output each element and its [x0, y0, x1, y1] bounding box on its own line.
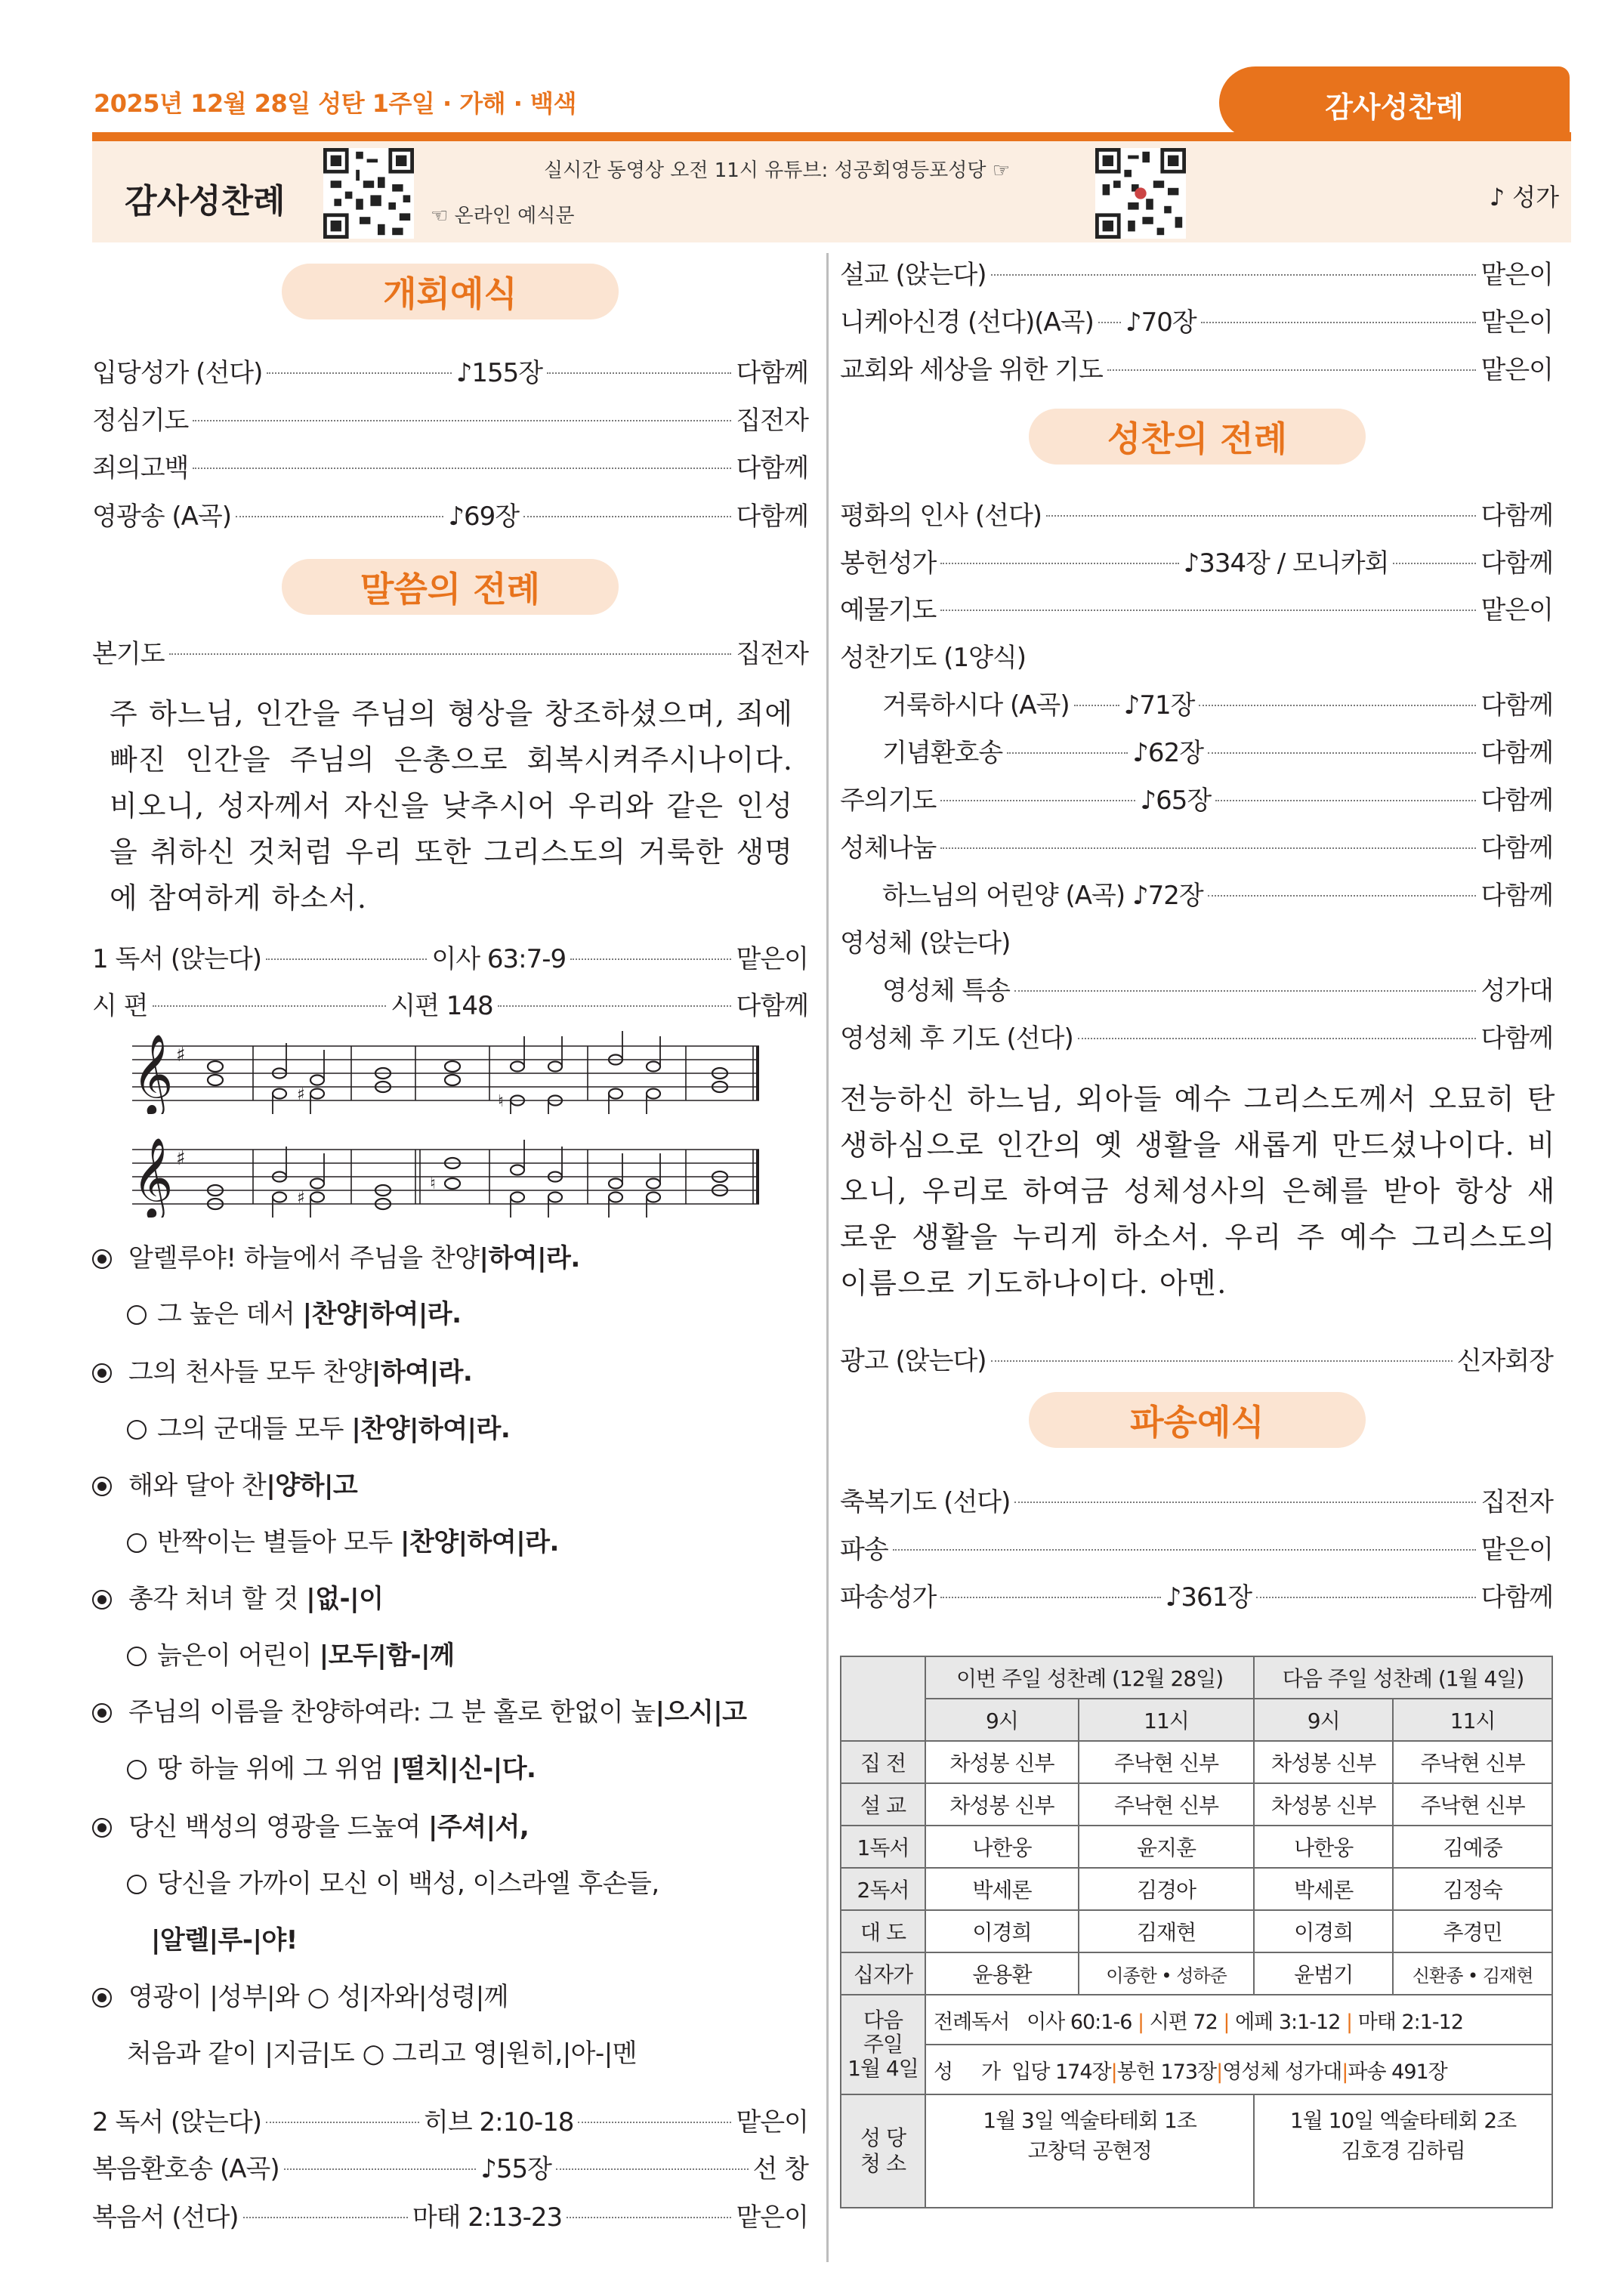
- section-liturgy-of-eucharist: 성찬의 전례: [1029, 409, 1366, 465]
- table-cell: 주낙현 신부: [1393, 1741, 1552, 1783]
- sanctus-row: 거룩하시다 (A곡) ♪71장 다함께: [882, 690, 1553, 721]
- collect-row: 본기도 집전자: [92, 639, 808, 669]
- svg-text:𝄞: 𝄞: [132, 1137, 174, 1218]
- response-circle-icon: [127, 1760, 147, 1779]
- gloria-row: 영광송 (A곡) ♪69장 다함께: [92, 502, 808, 532]
- table-cell: 나한웅: [925, 1826, 1079, 1868]
- table-row: [841, 1910, 1552, 1952]
- psalm-verse-9: 주님의 이름을 찬양하여라: 그 분 홀로 한없이 높|으시|고: [92, 1696, 747, 1729]
- psalm-verse-5: 해와 달아 찬|양하|고: [92, 1469, 357, 1502]
- table-row: [841, 1826, 1552, 1868]
- communion-anthem-row: 영성체 특송 성가대: [882, 976, 1553, 1006]
- confession-row: 죄의고백 다함께: [92, 453, 808, 483]
- psalm-chant-staff-1: [132, 1031, 759, 1114]
- psalm-verse-4: 그의 군대들 모두 |찬양|하여|라.: [127, 1412, 510, 1446]
- table-row: [841, 1868, 1552, 1910]
- role-cell: 십자가: [841, 1952, 925, 1995]
- psalm-verse-3: 그의 천사들 모두 찬양|하여|라.: [92, 1356, 472, 1389]
- table-cell: 주낙현 신부: [1393, 1783, 1552, 1826]
- table-cell: 윤지훈: [1079, 1826, 1254, 1868]
- online-liturgy-text: ☜ 온라인 예식문: [431, 205, 575, 227]
- svg-text:♯: ♯: [297, 1189, 305, 1208]
- psalm-verse-6: 반짝이는 별들아 모두 |찬양|하여|라.: [127, 1526, 559, 1559]
- time-cell: 9시: [925, 1699, 1079, 1741]
- church-cleaning-row: [841, 2094, 1552, 2208]
- first-reading-row: 1 독서 (앉는다) 이사 63:7-9 맡은이: [92, 944, 809, 974]
- table-row: [841, 1741, 1552, 1783]
- table-header-row: [841, 1656, 1552, 1699]
- memorial-acclamation-row: 기념환호송 ♪62장 다함께: [882, 738, 1553, 768]
- psalm-verse-10: 땅 하늘 위에 그 위엄 |떨치|신-|다.: [127, 1752, 536, 1786]
- response-circle-icon: [127, 1875, 147, 1894]
- next-sunday-hymns-row: [841, 2045, 1552, 2094]
- offering-prayer-row: 예물기도 맡은이: [840, 595, 1553, 625]
- table-cell: 박세론: [1254, 1868, 1393, 1910]
- section-opening-rites: 개회예식: [282, 264, 619, 319]
- next-week-header: 다음 주일 성찬례 (1월 4일): [1254, 1656, 1552, 1699]
- response-circle-icon: [127, 1305, 147, 1325]
- time-cell: 11시: [1079, 1699, 1254, 1741]
- table-cell: 윤범기: [1254, 1952, 1393, 1995]
- svg-text:♯: ♯: [176, 1147, 186, 1170]
- table-cell: 이종한 • 성하준: [1079, 1952, 1254, 1995]
- qr-code-liturgy-icon[interactable]: [323, 148, 414, 239]
- table-cell: 이경희: [925, 1910, 1079, 1952]
- section-liturgy-of-word: 말씀의 전례: [282, 559, 619, 615]
- table-cell: 주낙현 신부: [1079, 1741, 1254, 1783]
- leader-bullet-icon: [92, 1818, 112, 1838]
- table-cell: 나한웅: [1254, 1826, 1393, 1868]
- table-row: [841, 1783, 1552, 1826]
- psalm-row: 시 편 시편 148 다함께: [92, 991, 809, 1021]
- svg-text:♮: ♮: [430, 1174, 436, 1193]
- sermon-row: 설교 (앉는다) 맡은이: [840, 260, 1553, 290]
- psalm-verse-1: 알렐루야! 하늘에서 주님을 찬양|하여|라.: [92, 1242, 580, 1275]
- collect-prayer-text: 주 하느님, 인간을 주님의 형상을 창조하셨으며, 죄에 빠진 인간을 주님의 은총으로 회복시켜주시나이다. 비오니, 성자께서 자신을 낮추시어 우리와 같은 인성을 취하신 것처럼 우리 또한 그리스도의 거룩한 생명에 참여하게 하소서.: [110, 697, 793, 915]
- leader-bullet-icon: [92, 1363, 112, 1383]
- response-circle-icon: [127, 1533, 147, 1553]
- table-cell: 차성봉 신부: [1254, 1741, 1393, 1783]
- cleaning-this-week: 1월 3일 엑술타테회 1조 고창덕 공현정: [925, 2094, 1254, 2208]
- gospel-acclamation-row: 복음환호송 (A곡) ♪55장 선 창: [92, 2154, 809, 2184]
- table-cell: 김경아: [1079, 1868, 1254, 1910]
- next-hymns-cell: 성 가 입당 174장|봉헌 173장|영성체 성가대|파송 491장: [925, 2045, 1552, 2094]
- service-tab: 감사성찬례: [1219, 66, 1570, 139]
- gloria-patri-line-2: 처음과 같이 |지금|도 ○ 그리고 영|원히,|아-|멘: [127, 2039, 638, 2069]
- gospel-row: 복음서 (선다) 마태 2:13-23 맡은이: [92, 2202, 808, 2233]
- leader-bullet-icon: [92, 1703, 112, 1723]
- psalm-verse-2: 그 높은 데서 |찬양|하여|라.: [127, 1298, 462, 1331]
- response-circle-icon: [127, 1420, 147, 1440]
- svg-text:♯: ♯: [297, 1085, 305, 1104]
- lords-prayer-row: 주의기도 ♪65장 다함께: [840, 786, 1553, 816]
- post-communion-row: 영성체 후 기도 (선다) 다함께: [840, 1023, 1553, 1054]
- leader-bullet-icon: [92, 1988, 112, 2008]
- svg-text:♮: ♮: [498, 1092, 504, 1111]
- second-reading-row: 2 독서 (앉는다) 히브 2:10-18 맡은이: [92, 2107, 808, 2137]
- prayer-of-heart-row: 정심기도 집전자: [92, 406, 808, 436]
- creed-row: 니케아신경 (선다)(A곡) ♪70장 맡은이: [840, 307, 1553, 338]
- leader-bullet-icon: [92, 1590, 112, 1610]
- psalm-verse-7: 총각 처녀 할 것 |없-|이: [92, 1582, 383, 1616]
- dismissal-row: 파송 맡은이: [840, 1535, 1553, 1565]
- role-cell: 대 도: [841, 1910, 925, 1952]
- table-cell: 차성봉 신부: [925, 1741, 1079, 1783]
- next-readings-cell: 전례독서 이사 60:1-6 | 시편 72 | 에페 3:1-12 | 마태 2:1-12: [925, 1995, 1552, 2045]
- column-divider: [826, 253, 829, 2262]
- hymn-link[interactable]: ♪ 성가: [1489, 183, 1559, 211]
- leader-bullet-icon: [92, 1477, 112, 1496]
- next-sunday-label: 다음 주일 1월 4일: [841, 1995, 925, 2094]
- gloria-patri-line-1: 영광이 |성부|와 ○ 성|자와|성령|께: [92, 1980, 508, 2014]
- psalm-verse-12: 당신을 가까이 모신 이 백성, 이스라엘 후손들,: [127, 1867, 659, 1900]
- role-cell: 집 전: [841, 1741, 925, 1783]
- table-cell: 김예중: [1393, 1826, 1552, 1868]
- psalm-verse-8: 늙은이 어린이 |모두|함-|께: [127, 1639, 454, 1672]
- table-row: [841, 1952, 1552, 1995]
- communion-row: 영성체 (앉는다): [840, 928, 1011, 958]
- response-circle-icon: [127, 1647, 147, 1666]
- intercession-row: 교회와 세상을 위한 기도 맡은이: [840, 355, 1553, 385]
- psalm-chant-staff-2: [132, 1134, 759, 1218]
- table-cell: 추경민: [1393, 1910, 1552, 1952]
- live-stream-text: 실시간 동영상 오전 11시 유튜브: 성공회영등포성당 ☞: [544, 159, 1011, 182]
- table-cell: 차성봉 신부: [925, 1783, 1079, 1826]
- peace-row: 평화의 인사 (선다) 다함께: [840, 501, 1553, 531]
- psalm-verse-13: |알렐|루-|야!: [151, 1925, 298, 1955]
- table-cell: 신환종 • 김재현: [1393, 1952, 1552, 1995]
- agnus-dei-row: 하느님의 어린양 (A곡) ♪72장 다함께: [882, 881, 1553, 911]
- time-cell: 11시: [1393, 1699, 1552, 1741]
- role-cell: 설 교: [841, 1783, 925, 1826]
- next-sunday-readings-row: [841, 1995, 1552, 2045]
- entrance-hymn-row: 입당성가 (선다) ♪155장 다함께: [92, 358, 808, 388]
- ministry-schedule-table: [840, 1656, 1553, 2208]
- svg-text:♯: ♯: [176, 1044, 186, 1066]
- cleaning-next-week: 1월 10일 엑술타테회 2조 김호경 김하림: [1254, 2094, 1552, 2208]
- header-rule: [92, 132, 1571, 141]
- table-time-row: [841, 1699, 1552, 1741]
- table-cell: 김재현: [1079, 1910, 1254, 1952]
- offertory-hymn-row: 봉헌성가 ♪334장 / 모니카회 다함께: [840, 548, 1553, 579]
- qr-code-youtube-icon[interactable]: [1095, 148, 1186, 239]
- table-cell: 차성봉 신부: [1254, 1783, 1393, 1826]
- section-dismissal-rites: 파송예식: [1029, 1392, 1366, 1448]
- table-cell: 주낙현 신부: [1079, 1783, 1254, 1826]
- role-cell: 1독서: [841, 1826, 925, 1868]
- date-line: 2025년 12월 28일 성탄 1주일 · 가해 · 백색: [94, 89, 576, 118]
- blessing-row: 축복기도 (선다) 집전자: [840, 1487, 1553, 1517]
- time-cell: 9시: [1254, 1699, 1393, 1741]
- svg-text:𝄞: 𝄞: [132, 1033, 174, 1114]
- table-cell: 김정숙: [1393, 1868, 1552, 1910]
- table-cell: 이경희: [1254, 1910, 1393, 1952]
- eucharistic-prayer-row: 성찬기도 (1양식): [840, 643, 1027, 673]
- post-communion-prayer-text: 전능하신 하느님, 외아들 예수 그리스도께서 오묘히 탄생하심으로 인간의 옛 생활을 새롭게 만드셨나이다. 비오니, 우리로 하여금 성체성사의 은혜를 받아 항상 새로운 생활을 누리게 하소서. 우리 주 예수 그리스도의 이름으로 기도하나이다. 아멘.: [840, 1082, 1556, 1300]
- this-week-header: 이번 주일 성찬례 (12월 28일): [925, 1656, 1254, 1699]
- role-cell: 2독서: [841, 1868, 925, 1910]
- fraction-row: 성체나눔 다함께: [840, 833, 1553, 863]
- table-cell: 박세론: [925, 1868, 1079, 1910]
- page-title: 감사성찬례: [125, 182, 286, 221]
- psalm-verse-11: 당신 백성의 영광을 드높여 |주셔|서,: [92, 1810, 529, 1844]
- leader-bullet-icon: [92, 1249, 112, 1269]
- notices-row: 광고 (앉는다) 신자회장: [840, 1346, 1553, 1376]
- cleaning-label: 성 당 청 소: [841, 2094, 925, 2208]
- recessional-hymn-row: 파송성가 ♪361장 다함께: [840, 1582, 1554, 1613]
- table-cell: 윤용환: [925, 1952, 1079, 1995]
